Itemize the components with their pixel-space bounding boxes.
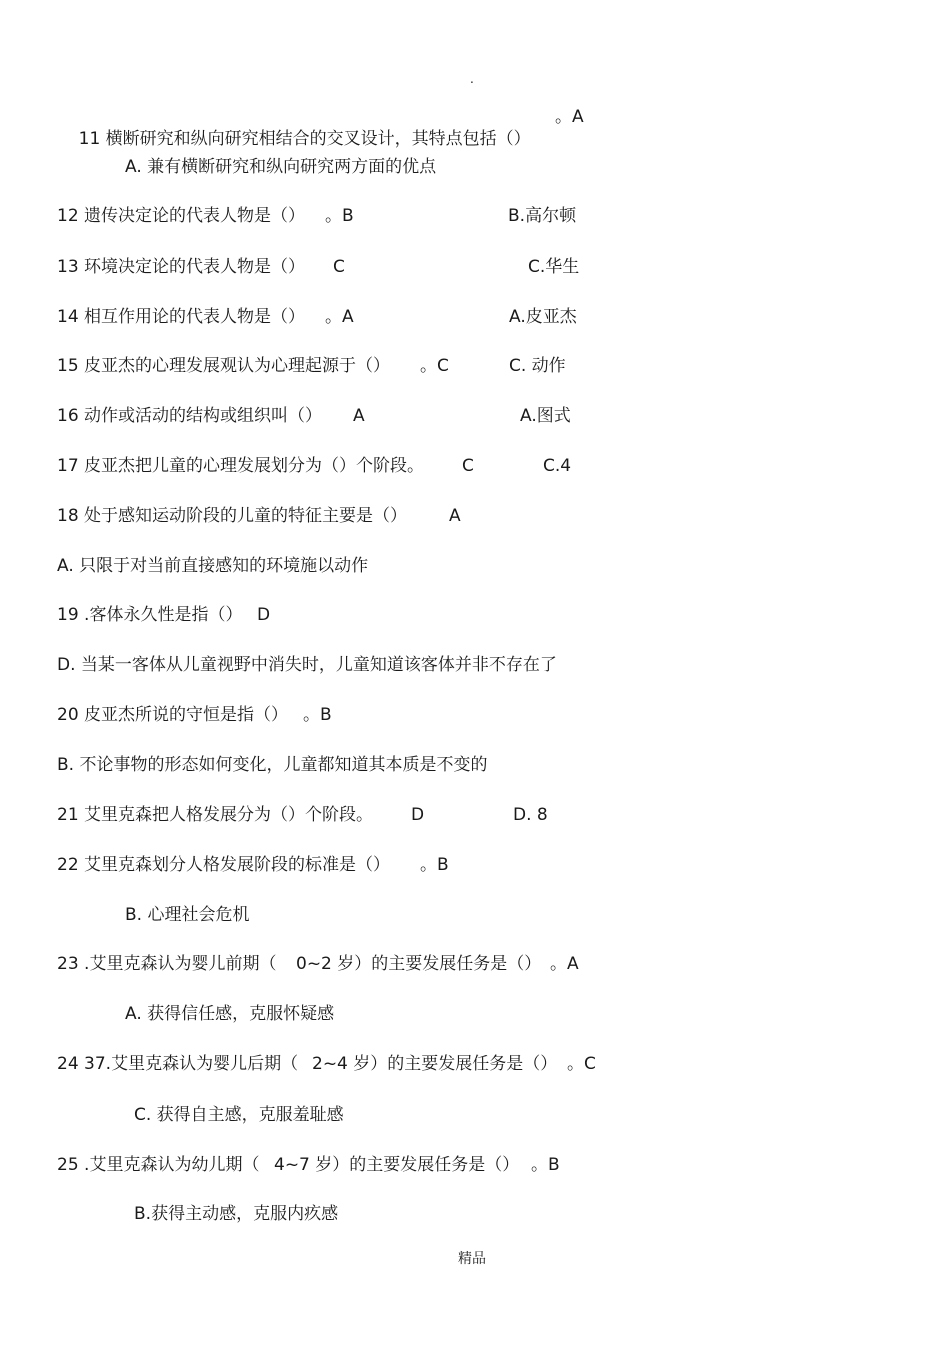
option-text: A. 兼有横断研究和纵向研究两方面的优点	[125, 157, 437, 177]
answer-key: C	[333, 257, 345, 277]
option-text: C.华生	[528, 257, 580, 277]
option-text: C. 动作	[509, 356, 566, 376]
question-text: 25 .艾里克森认为幼儿期（	[57, 1155, 260, 1175]
question-text: 18 处于感知运动阶段的儿童的特征主要是（）	[57, 506, 408, 526]
option-text: D. 8	[513, 805, 548, 825]
page-footer: 精品	[458, 1251, 486, 1267]
answer-key: D	[257, 605, 271, 625]
question-text: 19 .客体永久性是指（）	[57, 605, 243, 625]
option-text: A.皮亚杰	[509, 307, 577, 327]
option-text: D. 当某一客体从儿童视野中消失时，儿童知道该客体并非不存在了	[57, 655, 557, 675]
option-text: A. 获得信任感，克服怀疑感	[125, 1004, 335, 1024]
answer-key: 。A	[555, 107, 584, 127]
answer-key: 。C	[420, 356, 449, 376]
answer-key: A	[449, 506, 461, 526]
question-text: 16 动作或活动的结构或组织叫（）	[57, 406, 323, 426]
option-text: C. 获得自主感，克服羞耻感	[134, 1105, 344, 1125]
answer-key: 。C	[567, 1054, 596, 1074]
answer-key: 。A	[325, 307, 354, 327]
header-mark: .	[470, 72, 474, 86]
answer-key: 。B	[531, 1155, 560, 1175]
option-text: B. 心理社会危机	[125, 905, 250, 925]
answer-key: 。A	[550, 954, 579, 974]
answer-key: 。B	[420, 855, 449, 875]
question-text: 2~4 岁）的主要发展任务是（）	[312, 1054, 558, 1074]
option-text: A.图式	[520, 406, 571, 426]
question-text: 12 遗传决定论的代表人物是（）	[57, 206, 306, 226]
question-text: 22 艾里克森划分人格发展阶段的标准是（）	[57, 855, 391, 875]
answer-key: C	[462, 456, 474, 476]
option-text: B. 不论事物的形态如何变化，儿童都知道其本质是不变的	[57, 755, 488, 775]
question-text: 21 艾里克森把人格发展分为（）个阶段。	[57, 805, 374, 825]
option-text: C.4	[543, 456, 572, 476]
answer-key: 。B	[303, 705, 332, 725]
option-text: B.高尔顿	[508, 206, 577, 226]
question-text: 11 横断研究和纵向研究相结合的交叉设计，其特点包括（）	[78, 129, 531, 149]
option-text: A. 只限于对当前直接感知的环境施以动作	[57, 556, 369, 576]
answer-key: D	[411, 805, 425, 825]
question-text: 15 皮亚杰的心理发展观认为心理起源于（）	[57, 356, 391, 376]
question-text: 17 皮亚杰把儿童的心理发展划分为（）个阶段。	[57, 456, 425, 476]
option-text: B.获得主动感，克服内疚感	[134, 1204, 339, 1224]
answer-key: A	[353, 406, 365, 426]
question-text: 14 相互作用论的代表人物是（）	[57, 307, 306, 327]
question-text: 13 环境决定论的代表人物是（）	[57, 257, 306, 277]
question-text: 23 .艾里克森认为婴儿前期（	[57, 954, 277, 974]
question-text: 20 皮亚杰所说的守恒是指（）	[57, 705, 289, 725]
question-text: 24 37.艾里克森认为婴儿后期（	[57, 1054, 299, 1074]
question-text: 0~2 岁）的主要发展任务是（）	[296, 954, 542, 974]
answer-key: 。B	[325, 206, 354, 226]
question-text: 4~7 岁）的主要发展任务是（）	[274, 1155, 520, 1175]
